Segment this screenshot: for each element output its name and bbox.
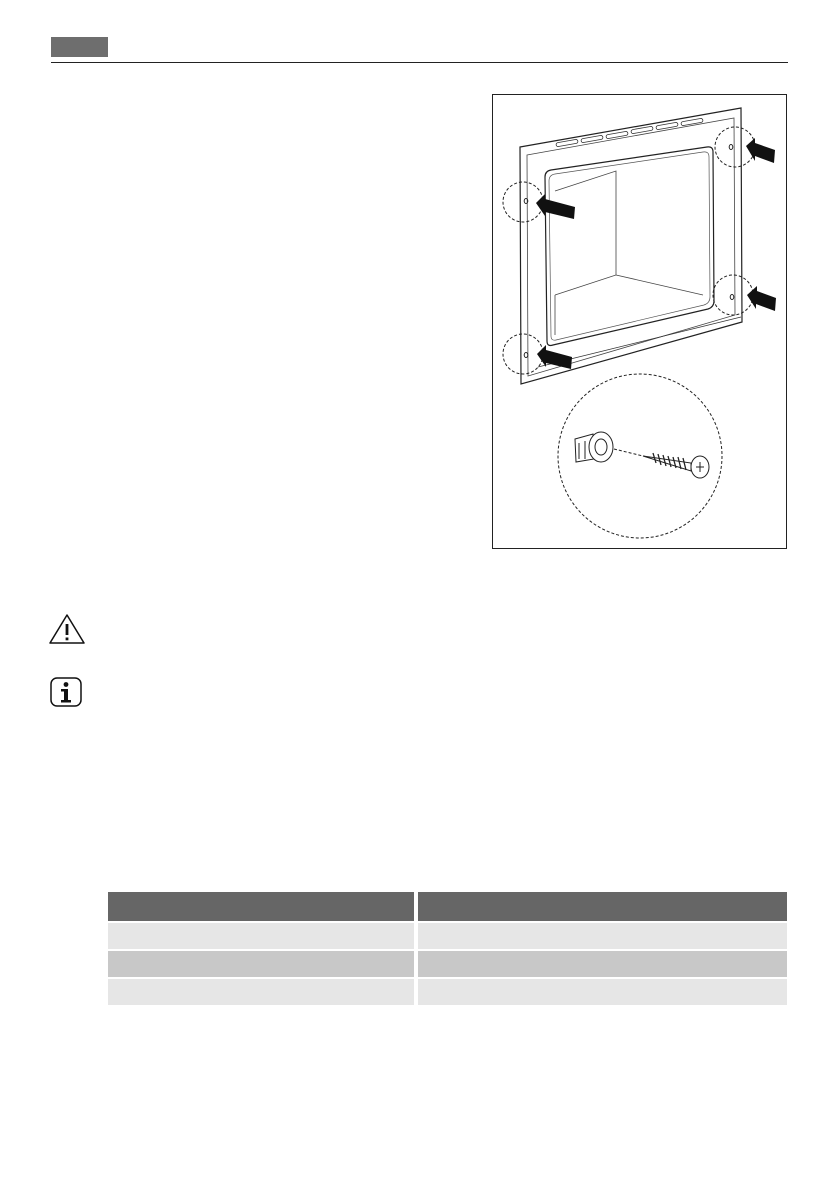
table-cell [414,921,787,949]
wall-plug-icon [575,432,613,462]
frame-mounting-illustration [493,95,788,550]
table-cell [414,949,787,977]
screw-icon [643,453,709,478]
spec-table [108,892,787,1005]
info-notice [48,675,86,709]
table-cell [108,921,414,949]
table-header-cell [414,892,787,921]
warning-notice [48,613,86,647]
info-icon [48,675,86,707]
table-row [108,921,787,949]
table-cell [108,949,414,977]
table-header-cell [108,892,414,921]
warning-triangle-icon [48,613,86,645]
arrow-icon [747,286,776,311]
table-cell [414,977,787,1005]
table-row [108,977,787,1005]
installation-figure [492,94,787,549]
header-divider [51,62,788,63]
table-header-row [108,892,787,921]
table-cell [108,977,414,1005]
table-row [108,949,787,977]
arrow-icon [746,138,775,163]
page-header-tab [51,37,108,57]
